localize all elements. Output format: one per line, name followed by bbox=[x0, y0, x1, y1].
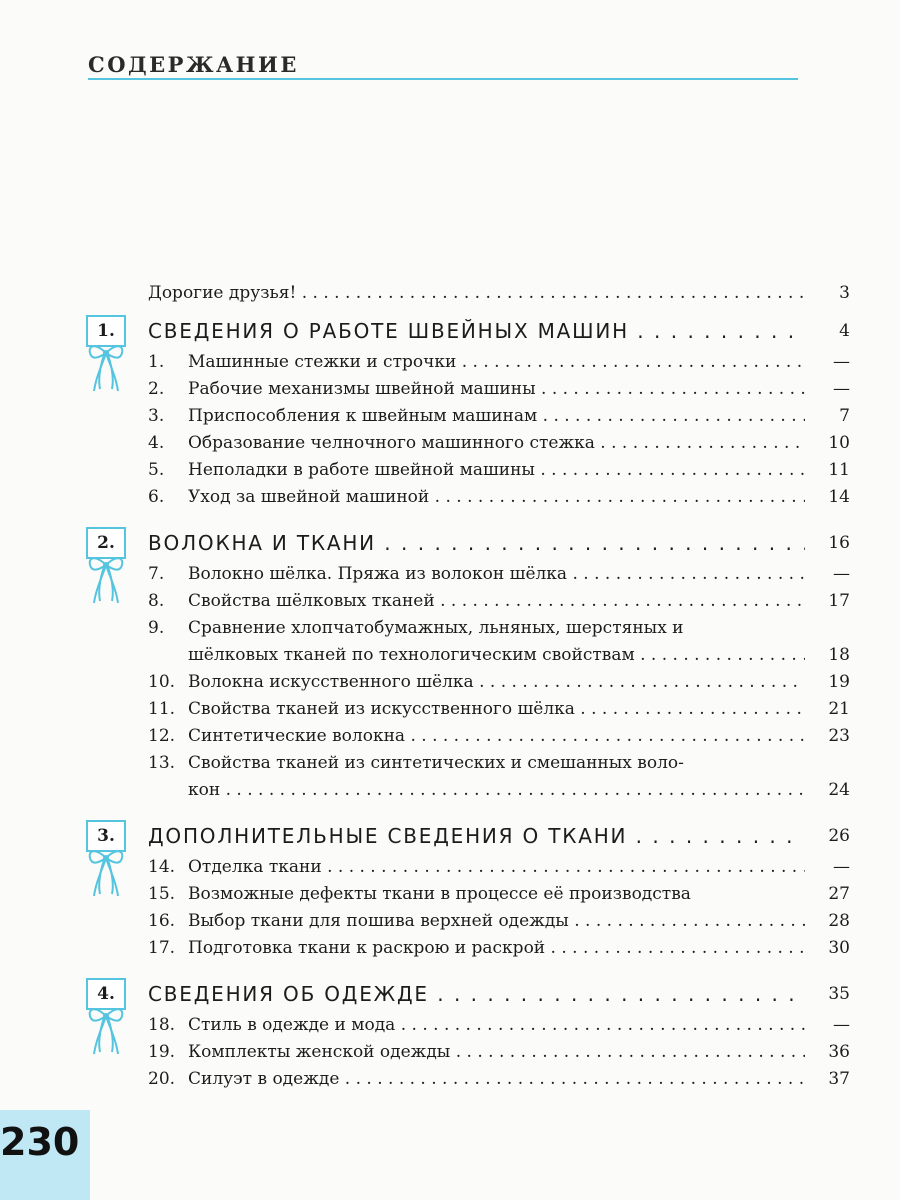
chapter-number: 3. bbox=[86, 820, 126, 852]
toc-item-continuation[interactable] bbox=[0, 777, 900, 804]
toc-item-row[interactable] bbox=[0, 723, 900, 750]
toc-item-label: Сравнение хлопчатобумажных, льняных, шерстяных и bbox=[188, 618, 684, 638]
toc-item-label: Волокна искусственного шёлка . . . bbox=[188, 669, 805, 696]
toc-item-label: Подготовка ткани к раскрою и раскрой . . . bbox=[188, 935, 805, 962]
toc-item-page: — bbox=[833, 857, 850, 877]
chapter-page: 26 bbox=[828, 826, 850, 846]
toc-item-label: Комплекты женской одежды . . . bbox=[188, 1039, 805, 1066]
toc-item-row[interactable] bbox=[0, 1039, 900, 1066]
toc-item-row[interactable] bbox=[0, 430, 900, 457]
toc-item-row[interactable] bbox=[0, 615, 900, 642]
toc-item-row[interactable] bbox=[0, 1066, 900, 1093]
toc-item-number: 11. bbox=[148, 699, 176, 719]
title-rule bbox=[88, 78, 798, 80]
toc-item-label: Неполадки в работе швейной машины . . . bbox=[188, 457, 805, 484]
toc-item-number: 5. bbox=[148, 460, 165, 480]
toc-item-label: Силуэт в одежде . . . bbox=[188, 1066, 805, 1093]
chapter-title: СВЕДЕНИЯ О РАБОТЕ ШВЕЙНЫХ МАШИН . . . bbox=[148, 313, 805, 349]
chapter-page: 4 bbox=[839, 321, 850, 341]
toc-item-row[interactable] bbox=[0, 484, 900, 511]
table-of-contents bbox=[0, 280, 900, 1093]
toc-intro-row[interactable] bbox=[0, 280, 900, 307]
toc-item-row[interactable] bbox=[0, 881, 900, 908]
toc-item-row[interactable] bbox=[0, 696, 900, 723]
toc-item-page: — bbox=[833, 379, 850, 399]
toc-item-page: 23 bbox=[828, 726, 850, 746]
toc-item-label: Возможные дефекты ткани в процессе её производства bbox=[188, 884, 691, 904]
toc-item-page: 11 bbox=[828, 460, 850, 480]
toc-item-label: Свойства тканей из синтетических и смешанных воло- bbox=[188, 753, 684, 773]
toc-item-page: 7 bbox=[839, 406, 850, 426]
toc-item-row[interactable] bbox=[0, 1012, 900, 1039]
toc-item-number: 17. bbox=[148, 938, 176, 958]
toc-item-number: 13. bbox=[148, 753, 176, 773]
toc-item-number: 14. bbox=[148, 857, 176, 877]
toc-item-label: Приспособления к швейным машинам . . . bbox=[188, 403, 805, 430]
toc-item-number: 8. bbox=[148, 591, 165, 611]
toc-item-label: Стиль в одежде и мода . . . bbox=[188, 1012, 805, 1039]
toc-item-number: 15. bbox=[148, 884, 176, 904]
chapter-number: 1. bbox=[86, 315, 126, 347]
toc-item-label: Свойства тканей из искусственного шёлка . . . bbox=[188, 696, 805, 723]
toc-item-page: 27 bbox=[828, 884, 850, 904]
chapter-number: 4. bbox=[86, 978, 126, 1010]
toc-item-label: Образование челночного машинного стежка . . . bbox=[188, 430, 805, 457]
toc-item-label: Отделка ткани . . . bbox=[188, 854, 805, 881]
toc-item-row[interactable] bbox=[0, 669, 900, 696]
toc-item-page: 17 bbox=[828, 591, 850, 611]
chapter-title: СВЕДЕНИЯ ОБ ОДЕЖДЕ . . . bbox=[148, 976, 805, 1012]
chapter-page: 16 bbox=[828, 533, 850, 553]
toc-item-number: 6. bbox=[148, 487, 165, 507]
toc-item-label: Уход за швейной машиной . . . bbox=[188, 484, 805, 511]
toc-item-number: 3. bbox=[148, 406, 165, 426]
page-number: 230 bbox=[0, 1120, 80, 1164]
toc-item-number: 19. bbox=[148, 1042, 176, 1062]
chapter-1-heading[interactable] bbox=[0, 313, 900, 349]
toc-item-label: Выбор ткани для пошива верхней одежды . . . bbox=[188, 908, 805, 935]
toc-item-page: 19 bbox=[828, 672, 850, 692]
toc-item-page: 10 bbox=[828, 433, 850, 453]
chapter-number: 2. bbox=[86, 527, 126, 559]
toc-item-number: 7. bbox=[148, 564, 165, 584]
toc-item-row[interactable] bbox=[0, 935, 900, 962]
toc-item-page: 36 bbox=[828, 1042, 850, 1062]
toc-item-row[interactable] bbox=[0, 349, 900, 376]
toc-item-number: 16. bbox=[148, 911, 176, 931]
chapter-2-heading[interactable] bbox=[0, 525, 900, 561]
toc-item-label: Рабочие механизмы швейной машины . . . bbox=[188, 376, 805, 403]
toc-entry-page: 3 bbox=[839, 283, 850, 303]
toc-item-row[interactable] bbox=[0, 403, 900, 430]
toc-item-number: 2. bbox=[148, 379, 165, 399]
toc-item-page: 30 bbox=[828, 938, 850, 958]
toc-item-row[interactable] bbox=[0, 376, 900, 403]
toc-item-label: Волокно шёлка. Пряжа из волокон шёлка . . . bbox=[188, 561, 805, 588]
toc-item-label: Свойства шёлковых тканей . . . bbox=[188, 588, 805, 615]
toc-item-number: 10. bbox=[148, 672, 176, 692]
toc-item-row[interactable] bbox=[0, 854, 900, 881]
toc-item-row[interactable] bbox=[0, 457, 900, 484]
toc-item-page: 37 bbox=[828, 1069, 850, 1089]
chapter-title: ДОПОЛНИТЕЛЬНЫЕ СВЕДЕНИЯ О ТКАНИ . . . bbox=[148, 818, 805, 854]
toc-item-page: 18 bbox=[828, 645, 850, 665]
toc-item-number: 4. bbox=[148, 433, 165, 453]
toc-item-label: Синтетические волокна . . . bbox=[188, 723, 805, 750]
toc-item-number: 9. bbox=[148, 618, 165, 638]
toc-item-page: — bbox=[833, 564, 850, 584]
toc-item-label: Машинные стежки и строчки . . . bbox=[188, 349, 805, 376]
toc-item-page: 14 bbox=[828, 487, 850, 507]
toc-item-page: 24 bbox=[828, 780, 850, 800]
toc-item-row[interactable] bbox=[0, 750, 900, 777]
toc-item-page: 28 bbox=[828, 911, 850, 931]
chapter-3-heading[interactable] bbox=[0, 818, 900, 854]
toc-item-number: 20. bbox=[148, 1069, 176, 1089]
toc-item-label-continued: шёлковых тканей по технологическим свойствам . . . bbox=[188, 642, 805, 669]
toc-item-page: — bbox=[833, 1015, 850, 1035]
page-title: СОДЕРЖАНИЕ bbox=[88, 52, 299, 77]
toc-item-continuation[interactable] bbox=[0, 642, 900, 669]
toc-item-label-continued: кон . . . bbox=[188, 777, 805, 804]
toc-item-page: — bbox=[833, 352, 850, 372]
chapter-page: 35 bbox=[828, 984, 850, 1004]
toc-item-row[interactable] bbox=[0, 561, 900, 588]
chapter-4-heading[interactable] bbox=[0, 976, 900, 1012]
toc-item-row[interactable] bbox=[0, 588, 900, 615]
toc-entry-label: Дорогие друзья! . . . bbox=[148, 280, 805, 307]
toc-item-row[interactable] bbox=[0, 908, 900, 935]
toc-item-number: 12. bbox=[148, 726, 176, 746]
toc-item-number: 1. bbox=[148, 352, 165, 372]
chapter-title: ВОЛОКНА И ТКАНИ . . . bbox=[148, 525, 805, 561]
toc-item-page: 21 bbox=[828, 699, 850, 719]
toc-item-number: 18. bbox=[148, 1015, 176, 1035]
